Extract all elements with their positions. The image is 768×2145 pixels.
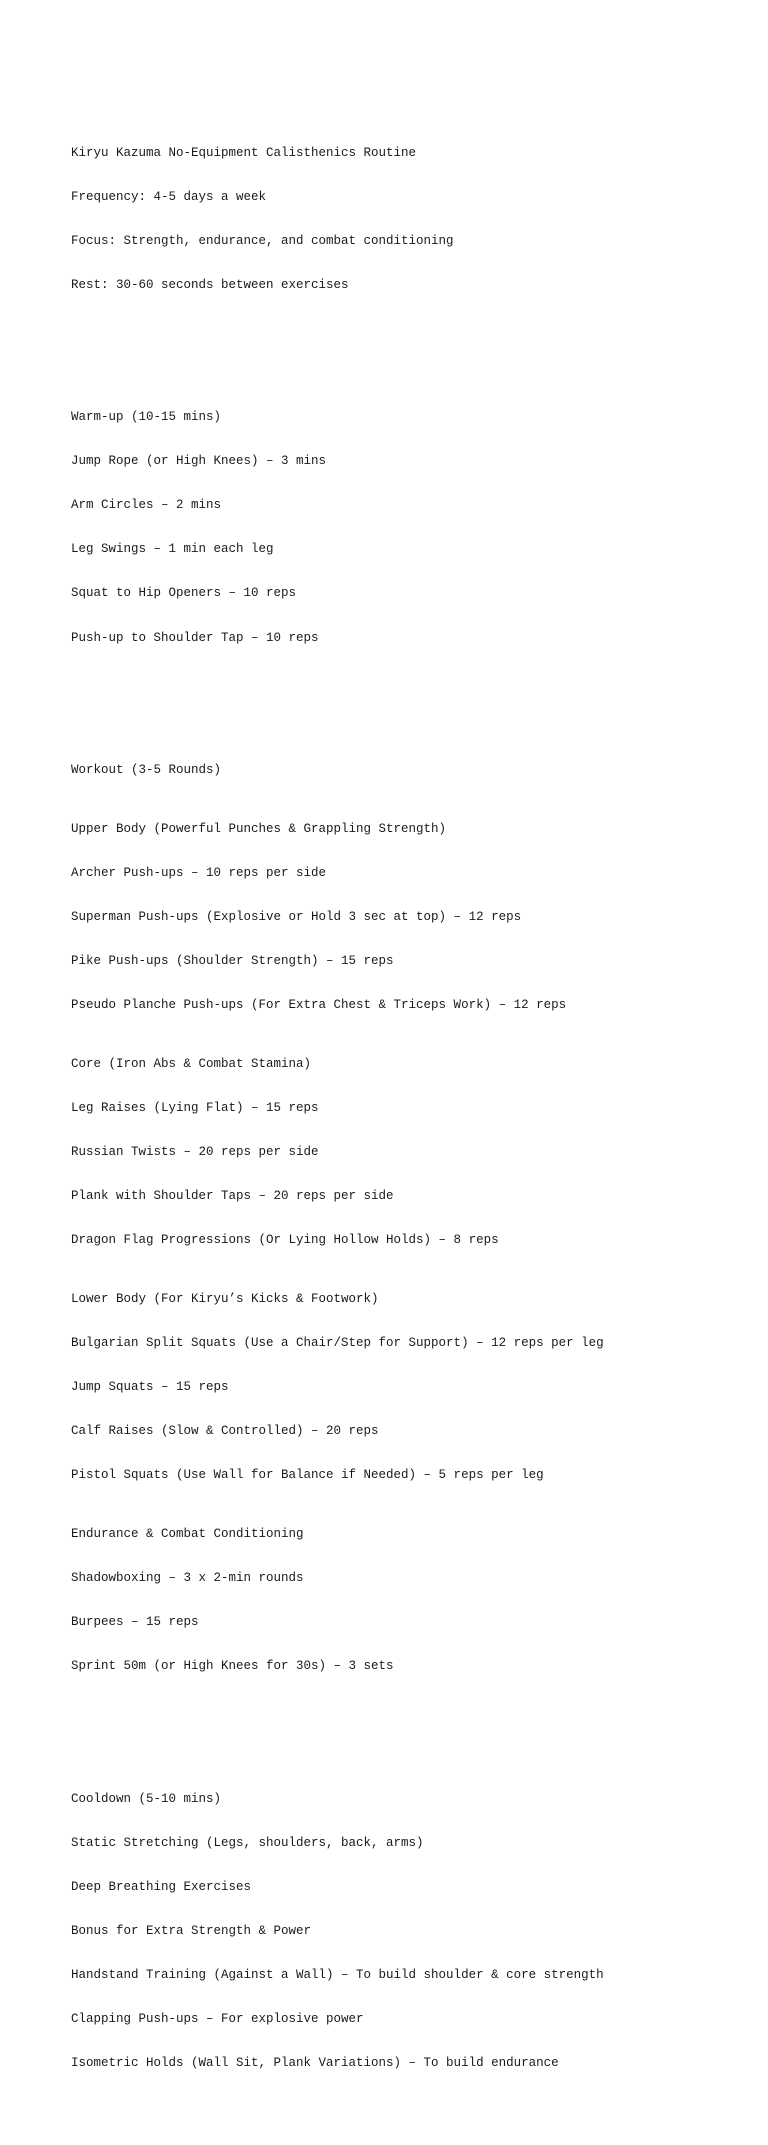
bonus-item: Clapping Push-ups – For explosive power [71, 2012, 364, 2027]
bonus-item: Isometric Holds (Wall Sit, Plank Variations) – To build endurance [71, 2056, 559, 2071]
cooldown-item: Static Stretching (Legs, shoulders, back, arms) [71, 1835, 424, 1850]
endurance-heading: Endurance & Combat Conditioning [71, 1527, 304, 1542]
lower-body-item: Jump Squats – 15 reps [71, 1380, 229, 1395]
workout-section [71, 733, 751, 1703]
cooldown-item: Deep Breathing Exercises [71, 1879, 252, 1894]
upper-body-item: Pseudo Planche Push-ups (For Extra Chest & Triceps Work) – 12 reps [71, 998, 567, 1013]
warmup-item: Leg Swings – 1 min each leg [71, 542, 274, 557]
cooldown-section [71, 1762, 751, 2100]
focus-line: Focus: Strength, endurance, and combat conditioning [71, 233, 454, 248]
upper-body-item: Superman Push-ups (Explosive or Hold 3 sec at top) – 12 reps [71, 909, 522, 924]
core-item: Leg Raises (Lying Flat) – 15 reps [71, 1100, 319, 1115]
core-item: Russian Twists – 20 reps per side [71, 1145, 319, 1160]
rest-line: Rest: 30-60 seconds between exercises [71, 277, 349, 292]
workout-heading: Workout (3-5 Rounds) [71, 762, 222, 777]
bonus-item: Handstand Training (Against a Wall) – To build shoulder & core strength [71, 1968, 604, 1983]
warmup-item: Squat to Hip Openers – 10 reps [71, 586, 297, 601]
upper-body-item: Archer Push-ups – 10 reps per side [71, 865, 327, 880]
upper-body-item: Pike Push-ups (Shoulder Strength) – 15 reps [71, 953, 394, 968]
endurance-item: Shadowboxing – 3 x 2-min rounds [71, 1571, 304, 1586]
lower-body-heading: Lower Body (For Kiryu’s Kicks & Footwork) [71, 1292, 379, 1306]
core-heading: Core (Iron Abs & Combat Stamina) [71, 1056, 312, 1071]
frequency-line: Frequency: 4-5 days a week [71, 189, 267, 204]
cooldown-heading: Cooldown (5-10 mins) [71, 1791, 222, 1806]
bonus-heading: Bonus for Extra Strength & Power [71, 1924, 312, 1939]
endurance-item: Sprint 50m (or High Knees for 30s) – 3 sets [71, 1659, 394, 1674]
warmup-item: Jump Rope (or High Knees) – 3 mins [71, 454, 327, 469]
warmup-item: Push-up to Shoulder Tap – 10 reps [71, 630, 319, 645]
upper-body-heading: Upper Body (Powerful Punches & Grappling Strength) [71, 821, 447, 836]
core-item: Plank with Shoulder Taps – 20 reps per side [71, 1189, 394, 1204]
document-page [71, 72, 751, 2145]
warmup-heading: Warm-up (10-15 mins) [71, 410, 222, 425]
document-title: Kiryu Kazuma No-Equipment Calisthenics Routine [71, 145, 417, 160]
lower-body-item: Pistol Squats (Use Wall for Balance if Needed) – 5 reps per leg [71, 1468, 544, 1483]
routine-header [71, 116, 751, 322]
core-item: Dragon Flag Progressions (Or Lying Hollow Holds) – 8 reps [71, 1233, 499, 1248]
endurance-item: Burpees – 15 reps [71, 1615, 199, 1630]
lower-body-item: Calf Raises (Slow & Controlled) – 20 reps [71, 1424, 379, 1439]
warmup-item: Arm Circles – 2 mins [71, 498, 222, 513]
lower-body-item: Bulgarian Split Squats (Use a Chair/Step for Support) – 12 reps per leg [71, 1336, 604, 1351]
warmup-section [71, 381, 751, 675]
